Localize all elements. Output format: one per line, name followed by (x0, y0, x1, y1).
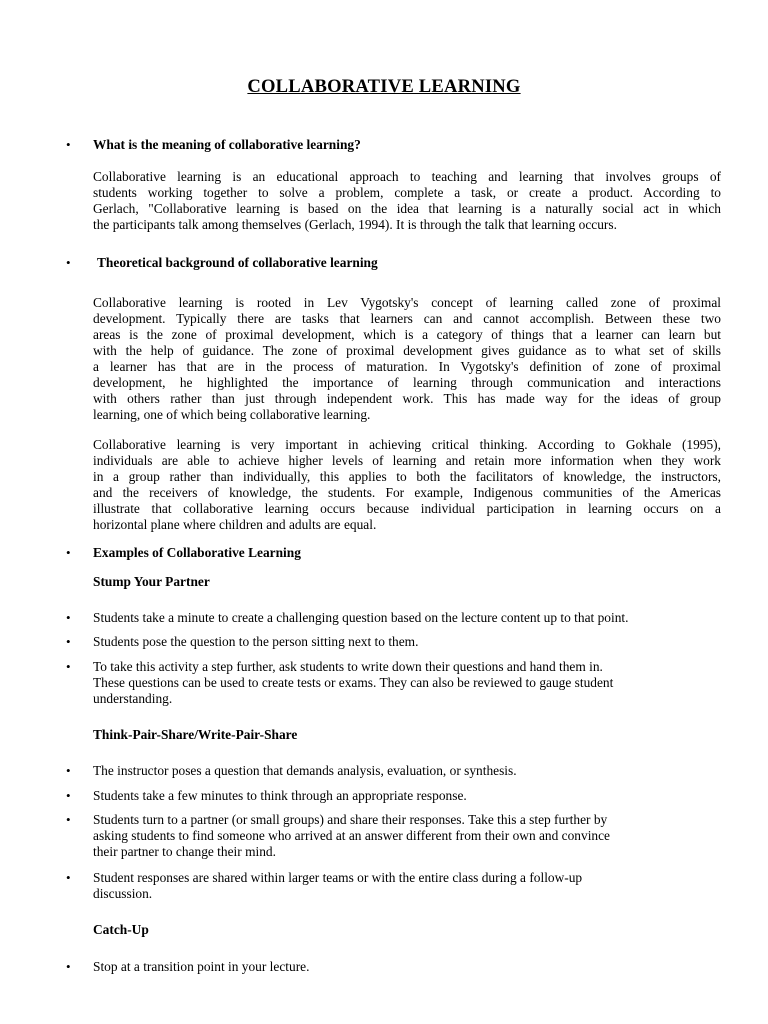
text-line: Collaborative learning is very important in achieving critical thinking. According to Gokhale (1995), (93, 437, 721, 452)
bullet: • (66, 870, 71, 885)
bullet: • (66, 255, 71, 270)
subheading-catch-up: Catch-Up (93, 922, 149, 937)
bullet: • (66, 634, 71, 649)
subheading-think: Think-Pair-Share/Write-Pair-Share (93, 727, 298, 742)
text-line: understanding. (93, 691, 173, 706)
text-line: individuals are able to achieve higher levels of learning and retain more information when they work (93, 453, 721, 468)
section-heading-examples: Examples of Collaborative Learning (93, 545, 301, 560)
text-line: Students pose the question to the person sitting next to them. (93, 634, 419, 649)
text-line: development. Typically there are tasks that learners can and cannot accomplish. Between these two (93, 311, 721, 326)
bullet: • (66, 959, 71, 974)
text-line: in a group rather than individually, this applies to both the facilitators of knowledge, the instructors, (93, 469, 721, 484)
bullet: • (66, 659, 71, 674)
text-line: learning, one of which being collaborative learning. (93, 407, 371, 422)
subheading-stump: Stump Your Partner (93, 574, 210, 589)
text-line: with others rather than just through independent work. This has made way for the ideas of group (93, 391, 721, 406)
list-item (93, 959, 721, 975)
text-line: horizontal plane where children and adults are equal. (93, 517, 377, 532)
bullet: • (66, 788, 71, 803)
list-item (93, 634, 721, 650)
text-line: the participants talk among themselves (Gerlach, 1994). It is through the talk that learning occurs. (93, 217, 617, 232)
bullet: • (66, 812, 71, 827)
text-line: Collaborative learning is an educational approach to teaching and learning that involves groups of (93, 169, 721, 184)
text-line: Stop at a transition point in your lecture. (93, 959, 310, 974)
text-line: a learner has that are in the process of maturation. In Vygotsky's definition of zone of proximal (93, 359, 721, 374)
bullet: • (66, 137, 71, 152)
paragraph-meaning (93, 169, 721, 233)
bullet: • (66, 610, 71, 625)
list-item (93, 659, 721, 707)
paragraph-theory-1 (93, 295, 721, 423)
text-line: asking students to find someone who arrived at an answer different from their own and convince (93, 828, 611, 843)
text-line: areas is the zone of proximal development, which is a category of things that a learner can learn but (93, 327, 721, 342)
text-line: their partner to change their mind. (93, 844, 276, 859)
list-item (93, 610, 721, 626)
text-line: Students take a few minutes to think through an appropriate response. (93, 788, 467, 803)
text-line: The instructor poses a question that demands analysis, evaluation, or synthesis. (93, 763, 517, 778)
bullet: • (66, 545, 71, 560)
list-item (93, 812, 721, 860)
text-line: with the help of guidance. The zone of proximal development gives guidance as to what set of skills (93, 343, 721, 358)
list-item (93, 788, 721, 804)
section-heading-theory: Theoretical background of collaborative learning (97, 255, 378, 270)
text-line: and the receivers of knowledge, the students. For example, Indigenous communities of the Americas (93, 485, 721, 500)
list-item (93, 763, 721, 779)
text-line: Student responses are shared within larger teams or with the entire class during a follow-up (93, 870, 583, 885)
text-line: Students turn to a partner (or small groups) and share their responses. Take this a step further by (93, 812, 608, 827)
section-heading-meaning: What is the meaning of collaborative learning? (93, 137, 361, 152)
text-line: illustrate that collaborative learning occurs because individual participation in learning occurs on a (93, 501, 721, 516)
bullet: • (66, 763, 71, 778)
paragraph-theory-2 (93, 437, 721, 533)
text-line: Collaborative learning is rooted in Lev Vygotsky's concept of learning called zone of proximal (93, 295, 721, 310)
text-line: development, he highlighted the importance of learning through communication and interactions (93, 375, 721, 390)
text-line: students working together to solve a problem, complete a task, or create a product. According to (93, 185, 721, 200)
text-line: These questions can be used to create tests or exams. They can also be reviewed to gauge student (93, 675, 614, 690)
text-line: To take this activity a step further, ask students to write down their questions and hand them in. (93, 659, 603, 674)
list-item (93, 870, 721, 902)
document-title: COLLABORATIVE LEARNING (247, 76, 521, 97)
text-line: discussion. (93, 886, 153, 901)
text-line: Gerlach, "Collaborative learning is based on the idea that learning is a naturally social act in which (93, 201, 721, 216)
text-line: Students take a minute to create a challenging question based on the lecture content up to that point. (93, 610, 629, 625)
